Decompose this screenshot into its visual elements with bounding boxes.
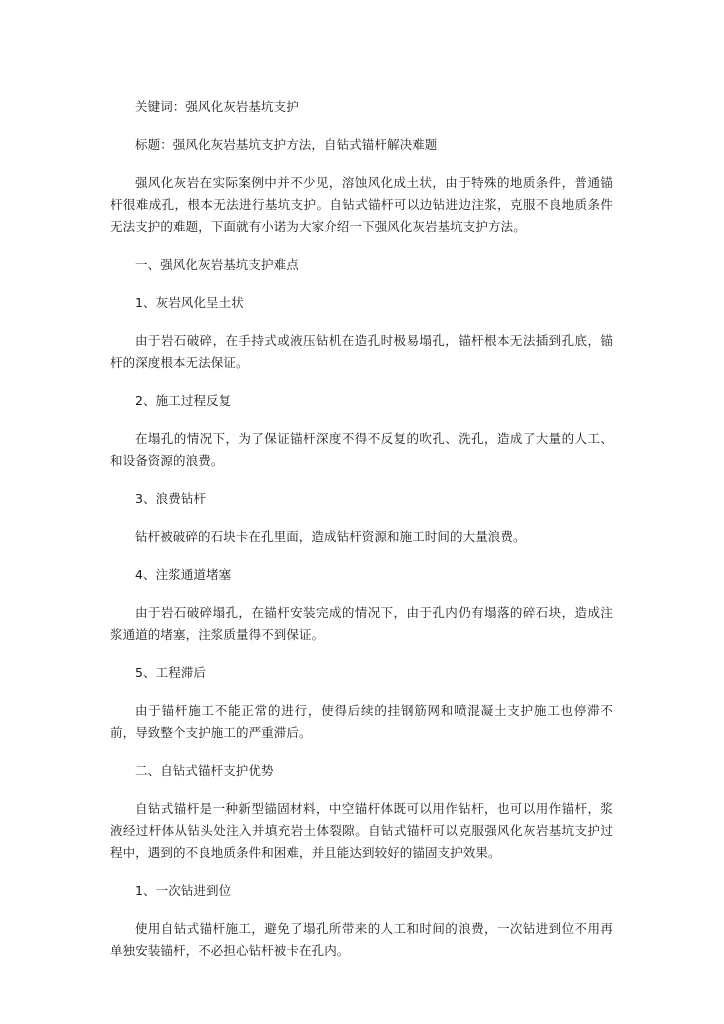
intro-paragraph: 强风化灰岩在实际案例中并不少见，溶蚀风化成土状，由于特殊的地质条件，普通锚杆很难成孔，根本无法进行基坑支护。自钻式锚杆可以边钻进边注浆，克服不良地质条件无法支护的难题，下面就有小诺为大家介绍一下强风化灰岩基坑支护方法。 xyxy=(110,175,613,234)
item-paragraph: 由于锚杆施工不能正常的进行，使得后续的挂钢筋网和喷混凝土支护施工也停滞不前，导致整个支护施工的严重滞后。 xyxy=(110,703,613,740)
item-paragraph: 在塌孔的情况下，为了保证锚杆深度不得不反复的吹孔、洗孔，造成了大量的人工、和设备资源的浪费。 xyxy=(110,431,613,468)
item-paragraph: 钻杆被破碎的石块卡在孔里面，造成钻杆资源和施工时间的大量浪费。 xyxy=(135,529,526,544)
item-heading: 1、一次钻进到位 xyxy=(135,883,232,898)
item-paragraph: 使用自钻式锚杆施工，避免了塌孔所带来的人工和时间的浪费，一次钻进到位不用再单独安装锚杆，不必担心钻杆被卡在孔内。 xyxy=(110,921,613,958)
item-heading: 4、注浆通道堵塞 xyxy=(135,567,232,582)
title-line: 标题：强风化灰岩基坑支护方法，自钻式锚杆解决难题 xyxy=(135,137,438,152)
keywords-line: 关键词：强风化灰岩基坑支护 xyxy=(135,99,299,114)
item-heading: 1、灰岩风化呈土状 xyxy=(135,295,244,310)
section-intro-paragraph: 自钻式锚杆是一种新型锚固材料，中空锚杆体既可以用作钻杆，也可以用作锚杆，浆液经过杆体从钻头处注入并填充岩土体裂隙。自钻式锚杆可以克服强风化灰岩基坑支护过程中，遇到的不良地质条件和困难，并且能达到较好的锚固支护效果。 xyxy=(110,801,613,860)
item-heading: 3、浪费钻杆 xyxy=(135,491,207,506)
section-heading-difficulties: 一、强风化灰岩基坑支护难点 xyxy=(135,257,299,272)
document-page xyxy=(110,96,613,962)
item-paragraph: 由于岩石破碎，在手持式或液压钻机在造孔时极易塌孔，锚杆根本无法插到孔底，锚杆的深度根本无法保证。 xyxy=(110,333,613,370)
section-heading-advantages: 二、自钻式锚杆支护优势 xyxy=(135,763,274,778)
item-paragraph: 由于岩石破碎塌孔，在锚杆安装完成的情况下，由于孔内仍有塌落的碎石块，造成注浆通道的堵塞，注浆质量得不到保证。 xyxy=(110,605,613,642)
item-heading: 5、工程滞后 xyxy=(135,665,207,680)
item-heading: 2、施工过程反复 xyxy=(135,393,232,408)
